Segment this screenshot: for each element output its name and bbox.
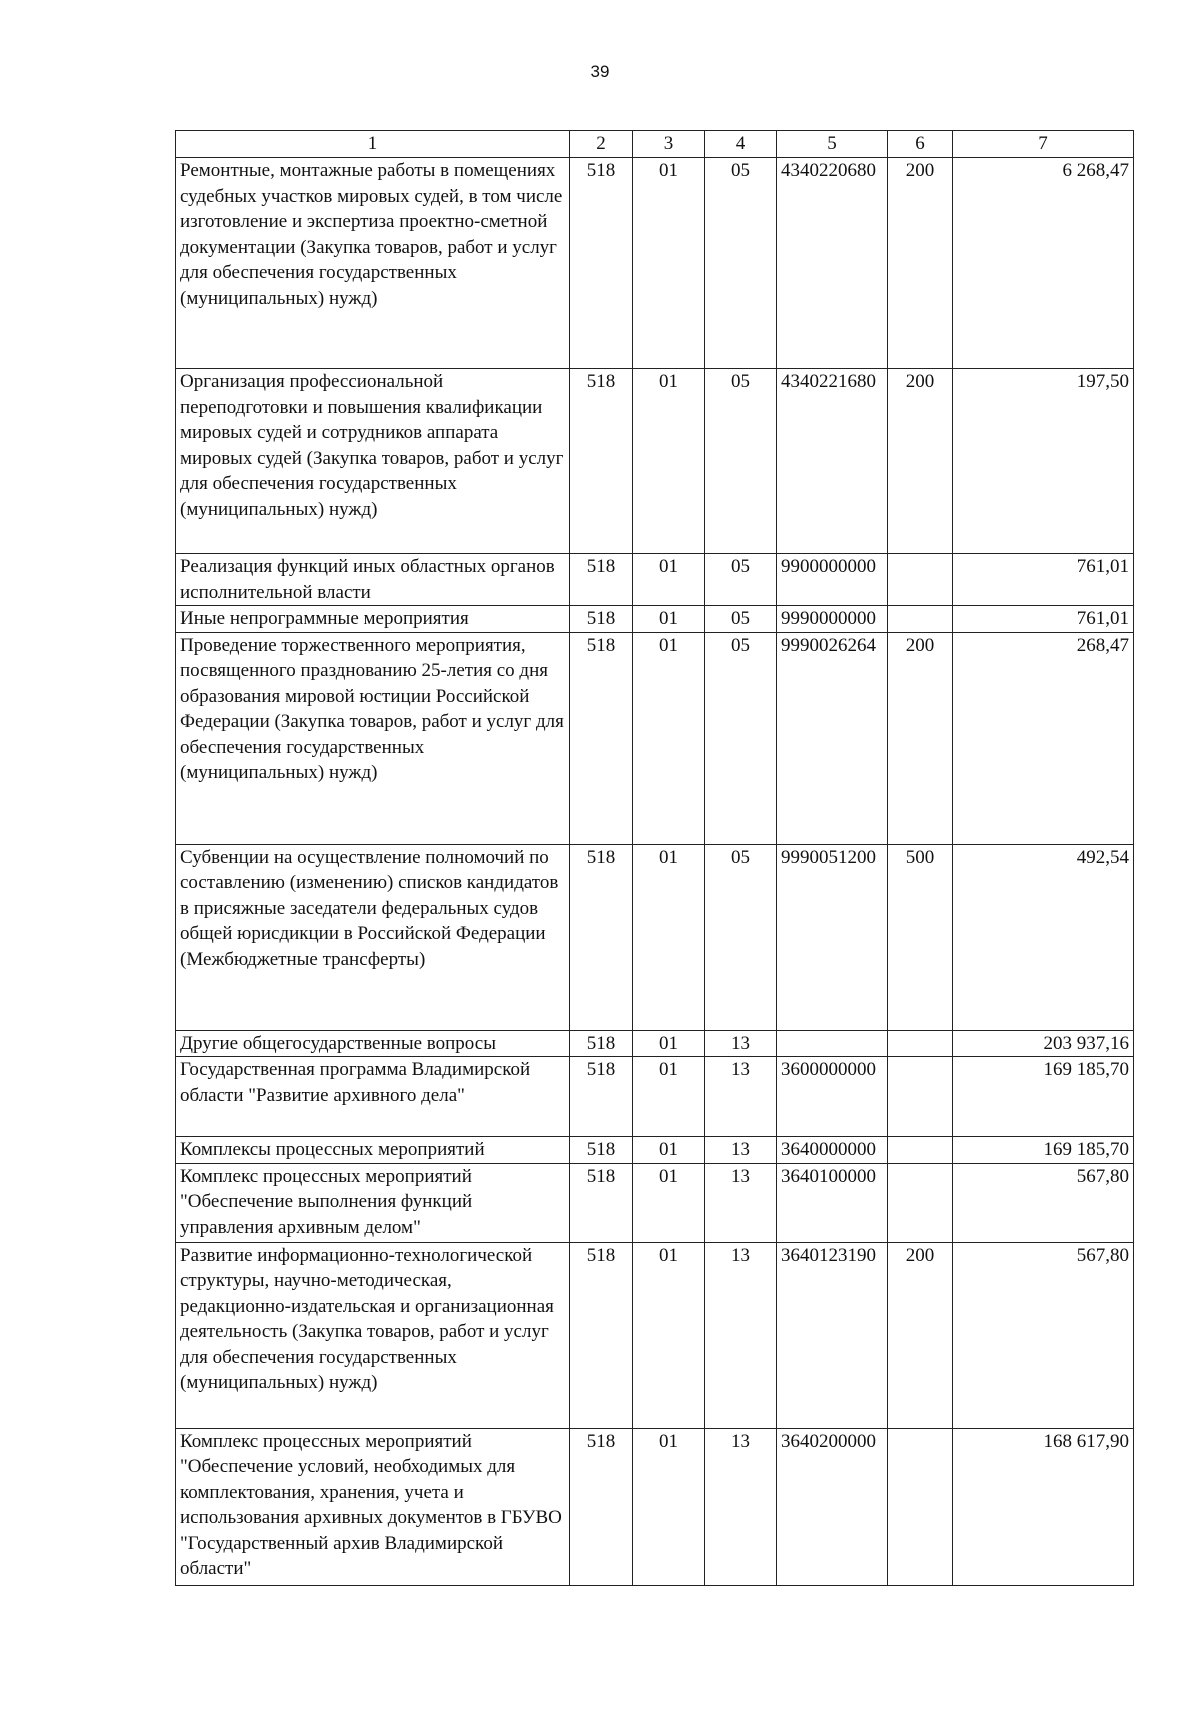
table-row — [176, 1428, 1134, 1585]
row-subsection-code: 13 — [705, 1030, 777, 1057]
table-row — [176, 1057, 1134, 1137]
row-target-code: 3640123190 — [777, 1242, 888, 1428]
table-row — [176, 632, 1134, 844]
row-name: Организация профессиональной переподготовки и повышения квалификации мировых судей и сотрудников аппарата мировых судей (Закупка товаров, работ и услуг для обеспечения государственных (муниципальных) нужд) — [176, 369, 570, 554]
column-header: 3 — [633, 131, 705, 158]
row-ministry-code: 518 — [570, 632, 633, 844]
column-header: 4 — [705, 131, 777, 158]
table-header-row — [176, 131, 1134, 158]
row-target-code: 3640100000 — [777, 1163, 888, 1242]
row-section-code: 01 — [633, 158, 705, 369]
row-subsection-code: 13 — [705, 1163, 777, 1242]
row-ministry-code: 518 — [570, 844, 633, 1030]
row-amount: 203 937,16 — [953, 1030, 1134, 1057]
row-section-code: 01 — [633, 369, 705, 554]
row-expense-type-code: 500 — [888, 844, 953, 1030]
row-subsection-code: 13 — [705, 1428, 777, 1585]
row-expense-type-code: 200 — [888, 632, 953, 844]
row-expense-type-code: 200 — [888, 369, 953, 554]
table-row — [176, 844, 1134, 1030]
column-header: 1 — [176, 131, 570, 158]
table-row — [176, 158, 1134, 369]
row-target-code: 9990026264 — [777, 632, 888, 844]
row-section-code: 01 — [633, 844, 705, 1030]
row-subsection-code: 05 — [705, 158, 777, 369]
row-section-code: 01 — [633, 1163, 705, 1242]
row-amount: 761,01 — [953, 554, 1134, 606]
row-expense-type-code — [888, 1057, 953, 1137]
row-target-code: 9990051200 — [777, 844, 888, 1030]
table-row — [176, 1163, 1134, 1242]
row-section-code: 01 — [633, 606, 705, 633]
row-section-code: 01 — [633, 1428, 705, 1585]
row-name: Другие общегосударственные вопросы — [176, 1030, 570, 1057]
row-target-code: 9990000000 — [777, 606, 888, 633]
row-subsection-code: 05 — [705, 554, 777, 606]
row-amount: 6 268,47 — [953, 158, 1134, 369]
row-expense-type-code — [888, 1030, 953, 1057]
row-target-code — [777, 1030, 888, 1057]
row-subsection-code: 13 — [705, 1057, 777, 1137]
table-row — [176, 606, 1134, 633]
row-subsection-code: 05 — [705, 369, 777, 554]
row-section-code: 01 — [633, 1030, 705, 1057]
row-section-code: 01 — [633, 1242, 705, 1428]
row-ministry-code: 518 — [570, 369, 633, 554]
table-row — [176, 1137, 1134, 1164]
row-amount: 567,80 — [953, 1242, 1134, 1428]
table-row — [176, 1030, 1134, 1057]
row-amount: 197,50 — [953, 369, 1134, 554]
row-ministry-code: 518 — [570, 1137, 633, 1164]
row-amount: 268,47 — [953, 632, 1134, 844]
row-expense-type-code — [888, 606, 953, 633]
column-header: 5 — [777, 131, 888, 158]
row-section-code: 01 — [633, 1057, 705, 1137]
row-name: Субвенции на осуществление полномочий по составлению (изменению) списков кандидатов в присяжные заседатели федеральных судов общей юрисдикции в Российской Федерации (Межбюджетные трансферты) — [176, 844, 570, 1030]
row-name: Проведение торжественного мероприятия, посвященного празднованию 25-летия со дня образования мировой юстиции Российской Федерации (Закупка товаров, работ и услуг для обеспечения государственных (муниципальных) нужд) — [176, 632, 570, 844]
row-expense-type-code: 200 — [888, 1242, 953, 1428]
row-amount: 168 617,90 — [953, 1428, 1134, 1585]
row-amount: 567,80 — [953, 1163, 1134, 1242]
row-ministry-code: 518 — [570, 606, 633, 633]
budget-table — [175, 130, 1134, 1586]
row-target-code: 3640200000 — [777, 1428, 888, 1585]
row-subsection-code: 05 — [705, 606, 777, 633]
row-target-code: 3600000000 — [777, 1057, 888, 1137]
row-amount: 761,01 — [953, 606, 1134, 633]
row-expense-type-code — [888, 1428, 953, 1585]
row-name: Комплекс процессных мероприятий "Обеспечение условий, необходимых для комплектования, хранения, учета и использования архивных документов в ГБУВО "Государственный архив Владимирской области" — [176, 1428, 570, 1585]
row-ministry-code: 518 — [570, 1242, 633, 1428]
row-section-code: 01 — [633, 554, 705, 606]
row-name: Ремонтные, монтажные работы в помещениях судебных участков мировых судей, в том числе изготовление и экспертиза проектно-сметной документации (Закупка товаров, работ и услуг для обеспечения государственных (муниципальных) нужд) — [176, 158, 570, 369]
row-ministry-code: 518 — [570, 1057, 633, 1137]
row-amount: 169 185,70 — [953, 1057, 1134, 1137]
row-ministry-code: 518 — [570, 1030, 633, 1057]
page-number: 39 — [590, 62, 610, 81]
row-ministry-code: 518 — [570, 1428, 633, 1585]
row-expense-type-code — [888, 554, 953, 606]
row-target-code: 3640000000 — [777, 1137, 888, 1164]
row-name: Государственная программа Владимирской области "Развитие архивного дела" — [176, 1057, 570, 1137]
column-header: 7 — [953, 131, 1134, 158]
row-subsection-code: 13 — [705, 1137, 777, 1164]
row-subsection-code: 05 — [705, 632, 777, 844]
row-section-code: 01 — [633, 1137, 705, 1164]
column-header: 2 — [570, 131, 633, 158]
row-target-code: 9900000000 — [777, 554, 888, 606]
row-name: Реализация функций иных областных органов исполнительной власти — [176, 554, 570, 606]
row-subsection-code: 13 — [705, 1242, 777, 1428]
row-amount: 169 185,70 — [953, 1137, 1134, 1164]
row-section-code: 01 — [633, 632, 705, 844]
row-expense-type-code: 200 — [888, 158, 953, 369]
row-target-code: 4340221680 — [777, 369, 888, 554]
row-name: Комплексы процессных мероприятий — [176, 1137, 570, 1164]
row-subsection-code: 05 — [705, 844, 777, 1030]
row-name: Комплекс процессных мероприятий "Обеспечение выполнения функций управления архивным делом" — [176, 1163, 570, 1242]
row-expense-type-code — [888, 1137, 953, 1164]
table-row — [176, 369, 1134, 554]
row-name: Развитие информационно-технологической структуры, научно-методическая, редакционно-издательская и организационная деятельность (Закупка товаров, работ и услуг для обеспечения государственных (муниципальных) нужд) — [176, 1242, 570, 1428]
row-amount: 492,54 — [953, 844, 1134, 1030]
table-row — [176, 554, 1134, 606]
row-target-code: 4340220680 — [777, 158, 888, 369]
row-ministry-code: 518 — [570, 554, 633, 606]
column-header: 6 — [888, 131, 953, 158]
row-ministry-code: 518 — [570, 1163, 633, 1242]
table-row — [176, 1242, 1134, 1428]
row-name: Иные непрограммные мероприятия — [176, 606, 570, 633]
row-expense-type-code — [888, 1163, 953, 1242]
row-ministry-code: 518 — [570, 158, 633, 369]
